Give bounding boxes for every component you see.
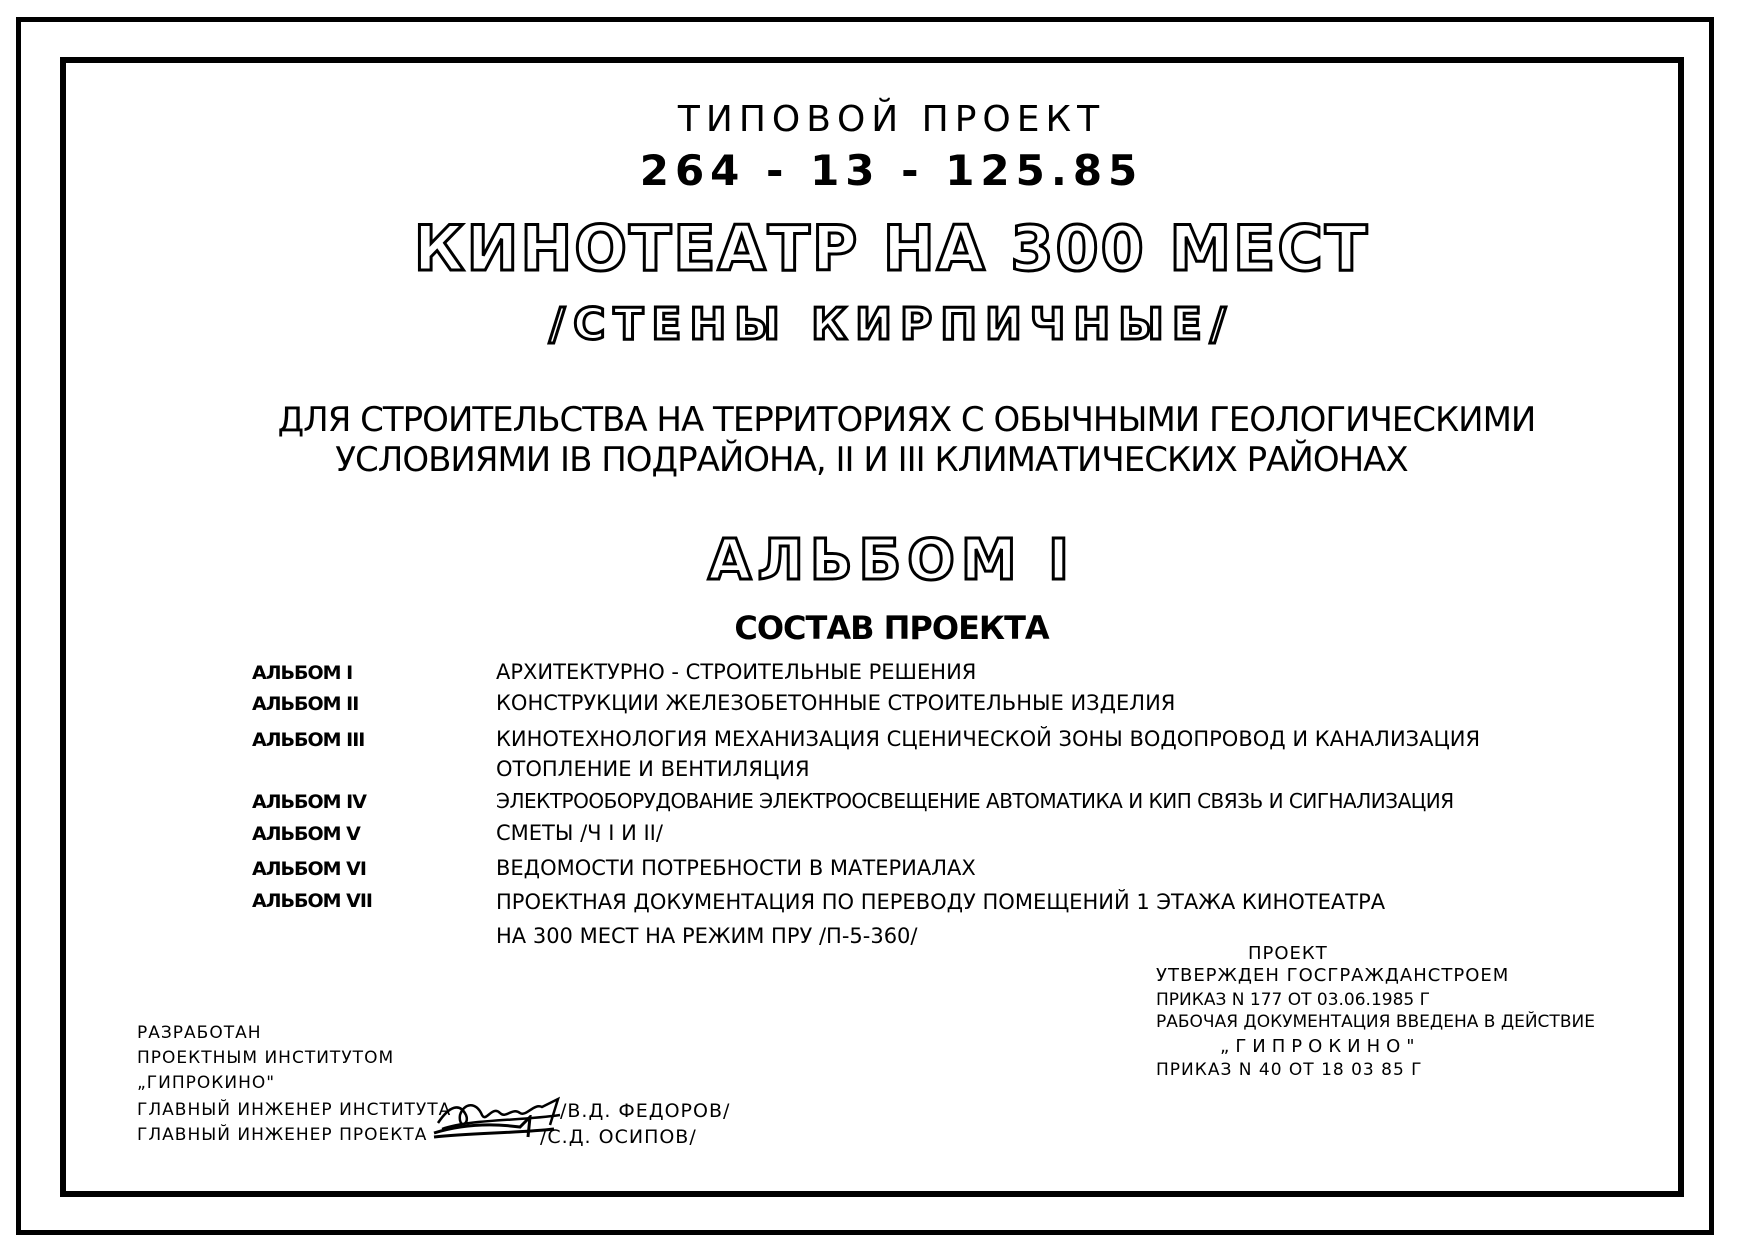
album-label: АЛЬБОМ IV [252, 791, 366, 813]
subtitle: /СТЕНЫ КИРПИЧНЫЕ/ [549, 299, 1234, 350]
album-description: СМЕТЫ /Ч I И II/ [496, 821, 663, 845]
album-description: ВЕДОМОСТИ ПОТРЕБНОСТИ В МАТЕРИАЛАХ [496, 856, 976, 880]
album-title: АЛЬБОМ I [708, 528, 1075, 593]
document-type: ТИПОВОЙ ПРОЕКТ [677, 99, 1106, 140]
album-description: ПРОЕКТНАЯ ДОКУМЕНТАЦИЯ ПО ПЕРЕВОДУ ПОМЕЩЕНИЙ 1 ЭТАЖА КИНОТЕАТРА [496, 890, 1386, 914]
main-title: КИНОТЕАТР НА 300 МЕСТ [413, 212, 1370, 285]
purpose-line-1: ДЛЯ СТРОИТЕЛЬСТВА НА ТЕРРИТОРИЯХ С ОБЫЧНЫМИ ГЕОЛОГИЧЕСКИМИ [277, 400, 1536, 440]
contents-heading: СОСТАВ ПРОЕКТА [734, 609, 1049, 647]
album-description: КОНСТРУКЦИИ ЖЕЛЕЗОБЕТОННЫЕ СТРОИТЕЛЬНЫЕ ИЗДЕЛИЯ [496, 691, 1176, 715]
document-number: 264 - 13 - 125.85 [639, 146, 1144, 195]
album-description-continued: ОТОПЛЕНИЕ И ВЕНТИЛЯЦИЯ [496, 757, 810, 781]
chief-engineer-institute-name: /В.Д. ФЕДОРОВ/ [560, 1100, 731, 1122]
approval-line: УТВЕРЖДЕН ГОСГРАЖДАНСТРОЕМ [1156, 965, 1510, 986]
developer-line: „ГИПРОКИНО" [137, 1073, 276, 1093]
approval-line: ПРОЕКТ [1248, 943, 1328, 964]
album-description: АРХИТЕКТУРНО - СТРОИТЕЛЬНЫЕ РЕШЕНИЯ [496, 660, 977, 684]
approval-line: „ГИПРОКИНО" [1220, 1036, 1421, 1057]
developer-line: РАЗРАБОТАН [137, 1023, 262, 1043]
album-label: АЛЬБОМ II [252, 693, 359, 715]
chief-engineer-project-name: /С.Д. ОСИПОВ/ [540, 1126, 697, 1148]
album-label: АЛЬБОМ VI [252, 858, 366, 880]
album-label: АЛЬБОМ V [252, 823, 360, 845]
chief-engineer-institute-label: ГЛАВНЫЙ ИНЖЕНЕР ИНСТИТУТА [137, 1100, 452, 1120]
approval-line: РАБОЧАЯ ДОКУМЕНТАЦИЯ ВВЕДЕНА В ДЕЙСТВИЕ [1156, 1012, 1595, 1032]
developer-line: ПРОЕКТНЫМ ИНСТИТУТОМ [137, 1048, 395, 1068]
album-label: АЛЬБОМ I [252, 662, 353, 684]
approval-line: ПРИКАЗ N 40 ОТ 18 03 85 Г [1156, 1060, 1423, 1080]
purpose-line-2: УСЛОВИЯМИ IВ ПОДРАЙОНА, II И III КЛИМАТИЧЕСКИХ РАЙОНАХ [335, 440, 1408, 480]
approval-line: ПРИКАЗ N 177 ОТ 03.06.1985 Г [1156, 990, 1431, 1010]
chief-engineer-project-label: ГЛАВНЫЙ ИНЖЕНЕР ПРОЕКТА [137, 1125, 428, 1145]
album-description: ЭЛЕКТРООБОРУДОВАНИЕ ЭЛЕКТРООСВЕЩЕНИЕ АВТОМАТИКА И КИП СВЯЗЬ И СИГНАЛИЗАЦИЯ [496, 789, 1454, 813]
album-description: КИНОТЕХНОЛОГИЯ МЕХАНИЗАЦИЯ СЦЕНИЧЕСКОЙ ЗОНЫ ВОДОПРОВОД И КАНАЛИЗАЦИЯ [496, 727, 1481, 751]
album-label: АЛЬБОМ VII [252, 890, 372, 912]
album-description-continued: НА 300 МЕСТ НА РЕЖИМ ПРУ /П-5-360/ [496, 924, 918, 948]
album-label: АЛЬБОМ III [252, 729, 365, 751]
